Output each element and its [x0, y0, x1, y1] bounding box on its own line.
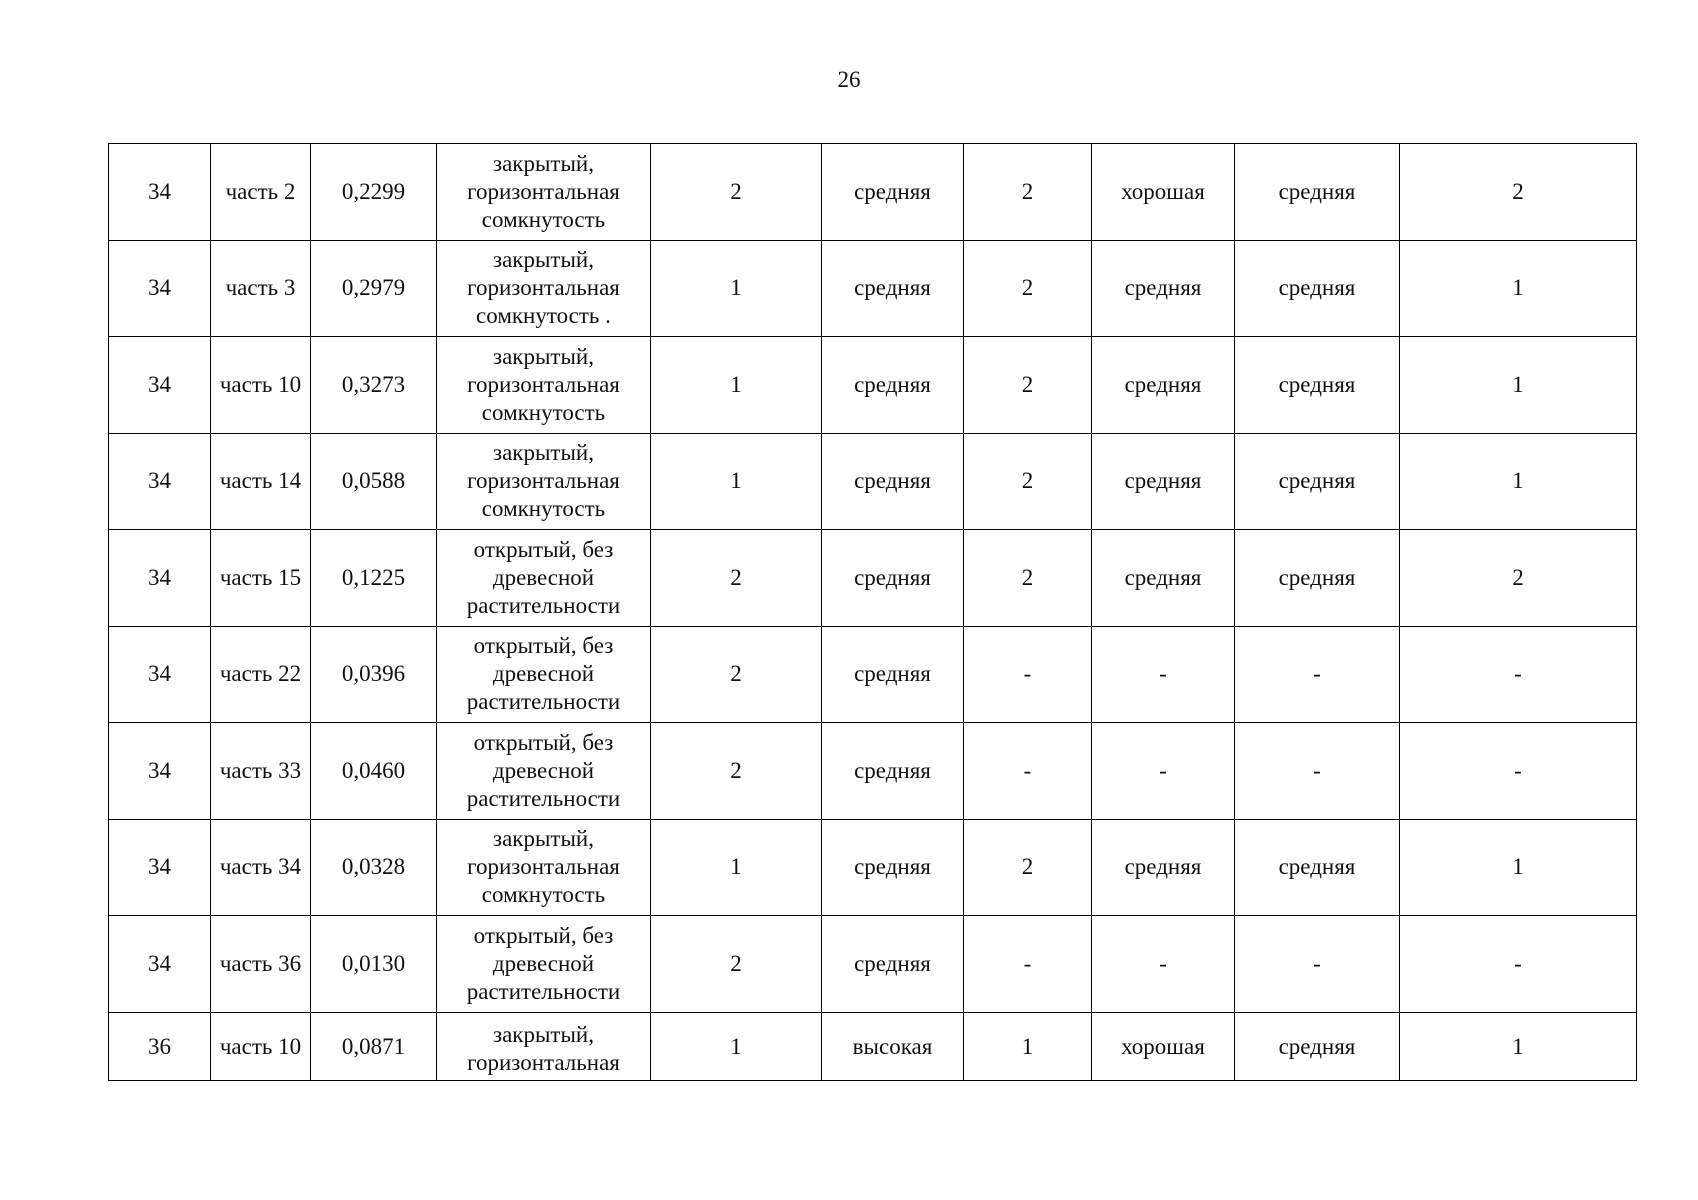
cell-col10: 2: [1400, 144, 1637, 241]
table-row: [109, 433, 1637, 530]
data-table: [108, 143, 1637, 1081]
cell-area: 0,1225: [311, 530, 437, 627]
table-row: [109, 626, 1637, 723]
cell-col10: 1: [1400, 240, 1637, 337]
cell-col8: средняя: [1092, 433, 1235, 530]
cell-col7: 2: [964, 144, 1092, 241]
cell-col10: -: [1400, 626, 1637, 723]
cell-col6: средняя: [822, 240, 964, 337]
cell-col10: 1: [1400, 1012, 1637, 1080]
cell-col9: средняя: [1235, 1012, 1400, 1080]
cell-quarter: 34: [109, 337, 211, 434]
cell-type-line: горизонтальная: [467, 854, 620, 880]
cell-col8: -: [1092, 723, 1235, 820]
cell-col6: средняя: [822, 626, 964, 723]
cell-col9: средняя: [1235, 337, 1400, 434]
cell-col7: -: [964, 916, 1092, 1013]
cell-part: часть 3: [211, 240, 311, 337]
cell-area: 0,0130: [311, 916, 437, 1013]
cell-col7: 2: [964, 819, 1092, 916]
cell-col9: средняя: [1235, 144, 1400, 241]
cell-part: часть 36: [211, 916, 311, 1013]
cell-col6: средняя: [822, 337, 964, 434]
cell-area: 0,0460: [311, 723, 437, 820]
cell-type-line: сомкнутость .: [476, 303, 611, 329]
cell-area: 0,2299: [311, 144, 437, 241]
cell-type: [437, 240, 651, 337]
cell-col6: средняя: [822, 723, 964, 820]
cell-type-line: закрытый,: [493, 343, 594, 369]
table-body: [109, 144, 1637, 1081]
cell-col5: 1: [651, 1012, 822, 1080]
cell-col7: 2: [964, 433, 1092, 530]
cell-col8: средняя: [1092, 240, 1235, 337]
cell-area: 0,2979: [311, 240, 437, 337]
cell-type-line: растительности: [466, 689, 621, 715]
cell-type-line: сомкнутость: [481, 882, 606, 908]
cell-col10: -: [1400, 723, 1637, 820]
cell-quarter: 34: [109, 626, 211, 723]
cell-col10: -: [1400, 916, 1637, 1013]
cell-type: [437, 819, 651, 916]
cell-type-line: горизонтальная: [467, 371, 620, 397]
cell-area: 0,0871: [311, 1012, 437, 1080]
cell-type-line: растительности: [466, 978, 621, 1004]
cell-area: 0,0396: [311, 626, 437, 723]
cell-type-line: открытый, без: [473, 922, 614, 948]
cell-type-line: открытый, без: [473, 633, 614, 659]
cell-type-line: растительности: [466, 785, 621, 811]
cell-col5: 2: [651, 626, 822, 723]
cell-type: [437, 433, 651, 530]
cell-col7: 2: [964, 530, 1092, 627]
cell-type-line: древесной: [492, 950, 595, 976]
cell-type: [437, 144, 651, 241]
cell-type-line: закрытый,: [493, 440, 594, 466]
cell-col7: 2: [964, 337, 1092, 434]
cell-type: [437, 530, 651, 627]
cell-col8: средняя: [1092, 819, 1235, 916]
cell-quarter: 34: [109, 144, 211, 241]
cell-type-line: закрытый,: [493, 826, 594, 852]
cell-type-line: горизонтальная: [467, 468, 620, 494]
cell-type-line: древесной: [492, 661, 595, 687]
cell-type-line: закрытый,: [493, 1021, 594, 1047]
cell-part: часть 34: [211, 819, 311, 916]
cell-col9: средняя: [1235, 819, 1400, 916]
cell-col8: средняя: [1092, 337, 1235, 434]
cell-col9: средняя: [1235, 240, 1400, 337]
cell-type-line: сомкнутость: [481, 206, 606, 232]
cell-col8: -: [1092, 916, 1235, 1013]
cell-col7: 1: [964, 1012, 1092, 1080]
cell-col10: 1: [1400, 337, 1637, 434]
cell-part: часть 2: [211, 144, 311, 241]
cell-col5: 2: [651, 530, 822, 627]
cell-type: [437, 1012, 651, 1080]
page-number: 26: [837, 67, 861, 92]
cell-col5: 2: [651, 144, 822, 241]
cell-col6: средняя: [822, 530, 964, 627]
cell-col8: хорошая: [1092, 144, 1235, 241]
cell-col8: -: [1092, 626, 1235, 723]
cell-quarter: 34: [109, 723, 211, 820]
table-row: [109, 144, 1637, 241]
cell-type-line: открытый, без: [473, 729, 614, 755]
cell-type-line: сомкнутость: [481, 399, 606, 425]
cell-col5: 1: [651, 337, 822, 434]
cell-type-line: горизонтальная: [467, 178, 620, 204]
cell-type: [437, 723, 651, 820]
cell-col5: 1: [651, 433, 822, 530]
cell-type-line: растительности: [466, 592, 621, 618]
cell-col9: -: [1235, 626, 1400, 723]
table-row: [109, 819, 1637, 916]
cell-quarter: 36: [109, 1012, 211, 1080]
cell-part: часть 33: [211, 723, 311, 820]
cell-type-line: древесной: [492, 757, 595, 783]
table-row: [109, 1012, 1637, 1080]
cell-col7: -: [964, 723, 1092, 820]
cell-area: 0,3273: [311, 337, 437, 434]
cell-part: часть 22: [211, 626, 311, 723]
cell-col9: средняя: [1235, 433, 1400, 530]
cell-type-line: сомкнутость: [481, 496, 606, 522]
cell-type-line: открытый, без: [473, 536, 614, 562]
cell-type-line: древесной: [492, 564, 595, 590]
cell-col10: 1: [1400, 819, 1637, 916]
cell-quarter: 34: [109, 916, 211, 1013]
table-row: [109, 240, 1637, 337]
cell-area: 0,0328: [311, 819, 437, 916]
table-row: [109, 723, 1637, 820]
cell-quarter: 34: [109, 433, 211, 530]
cell-part: часть 14: [211, 433, 311, 530]
cell-part: часть 15: [211, 530, 311, 627]
table-row: [109, 530, 1637, 627]
cell-col10: 2: [1400, 530, 1637, 627]
table-row: [109, 337, 1637, 434]
cell-col10: 1: [1400, 433, 1637, 530]
cell-type-line: горизонтальная: [467, 275, 620, 301]
cell-part: часть 10: [211, 337, 311, 434]
cell-quarter: 34: [109, 530, 211, 627]
cell-col9: -: [1235, 916, 1400, 1013]
cell-col9: средняя: [1235, 530, 1400, 627]
cell-quarter: 34: [109, 819, 211, 916]
cell-quarter: 34: [109, 240, 211, 337]
cell-type-line: горизонтальная: [467, 1049, 620, 1075]
table-row: [109, 916, 1637, 1013]
cell-col6: высокая: [822, 1012, 964, 1080]
cell-col6: средняя: [822, 144, 964, 241]
cell-type: [437, 626, 651, 723]
cell-col7: 2: [964, 240, 1092, 337]
cell-type-line: закрытый,: [493, 150, 594, 176]
cell-col9: -: [1235, 723, 1400, 820]
cell-col5: 2: [651, 723, 822, 820]
cell-col6: средняя: [822, 916, 964, 1013]
cell-col6: средняя: [822, 433, 964, 530]
cell-col5: 1: [651, 819, 822, 916]
cell-col5: 1: [651, 240, 822, 337]
cell-part: часть 10: [211, 1012, 311, 1080]
cell-type: [437, 337, 651, 434]
cell-col5: 2: [651, 916, 822, 1013]
cell-col8: средняя: [1092, 530, 1235, 627]
cell-col7: -: [964, 626, 1092, 723]
cell-type-line: закрытый,: [493, 247, 594, 273]
cell-type: [437, 916, 651, 1013]
cell-area: 0,0588: [311, 433, 437, 530]
cell-col6: средняя: [822, 819, 964, 916]
cell-col8: хорошая: [1092, 1012, 1235, 1080]
